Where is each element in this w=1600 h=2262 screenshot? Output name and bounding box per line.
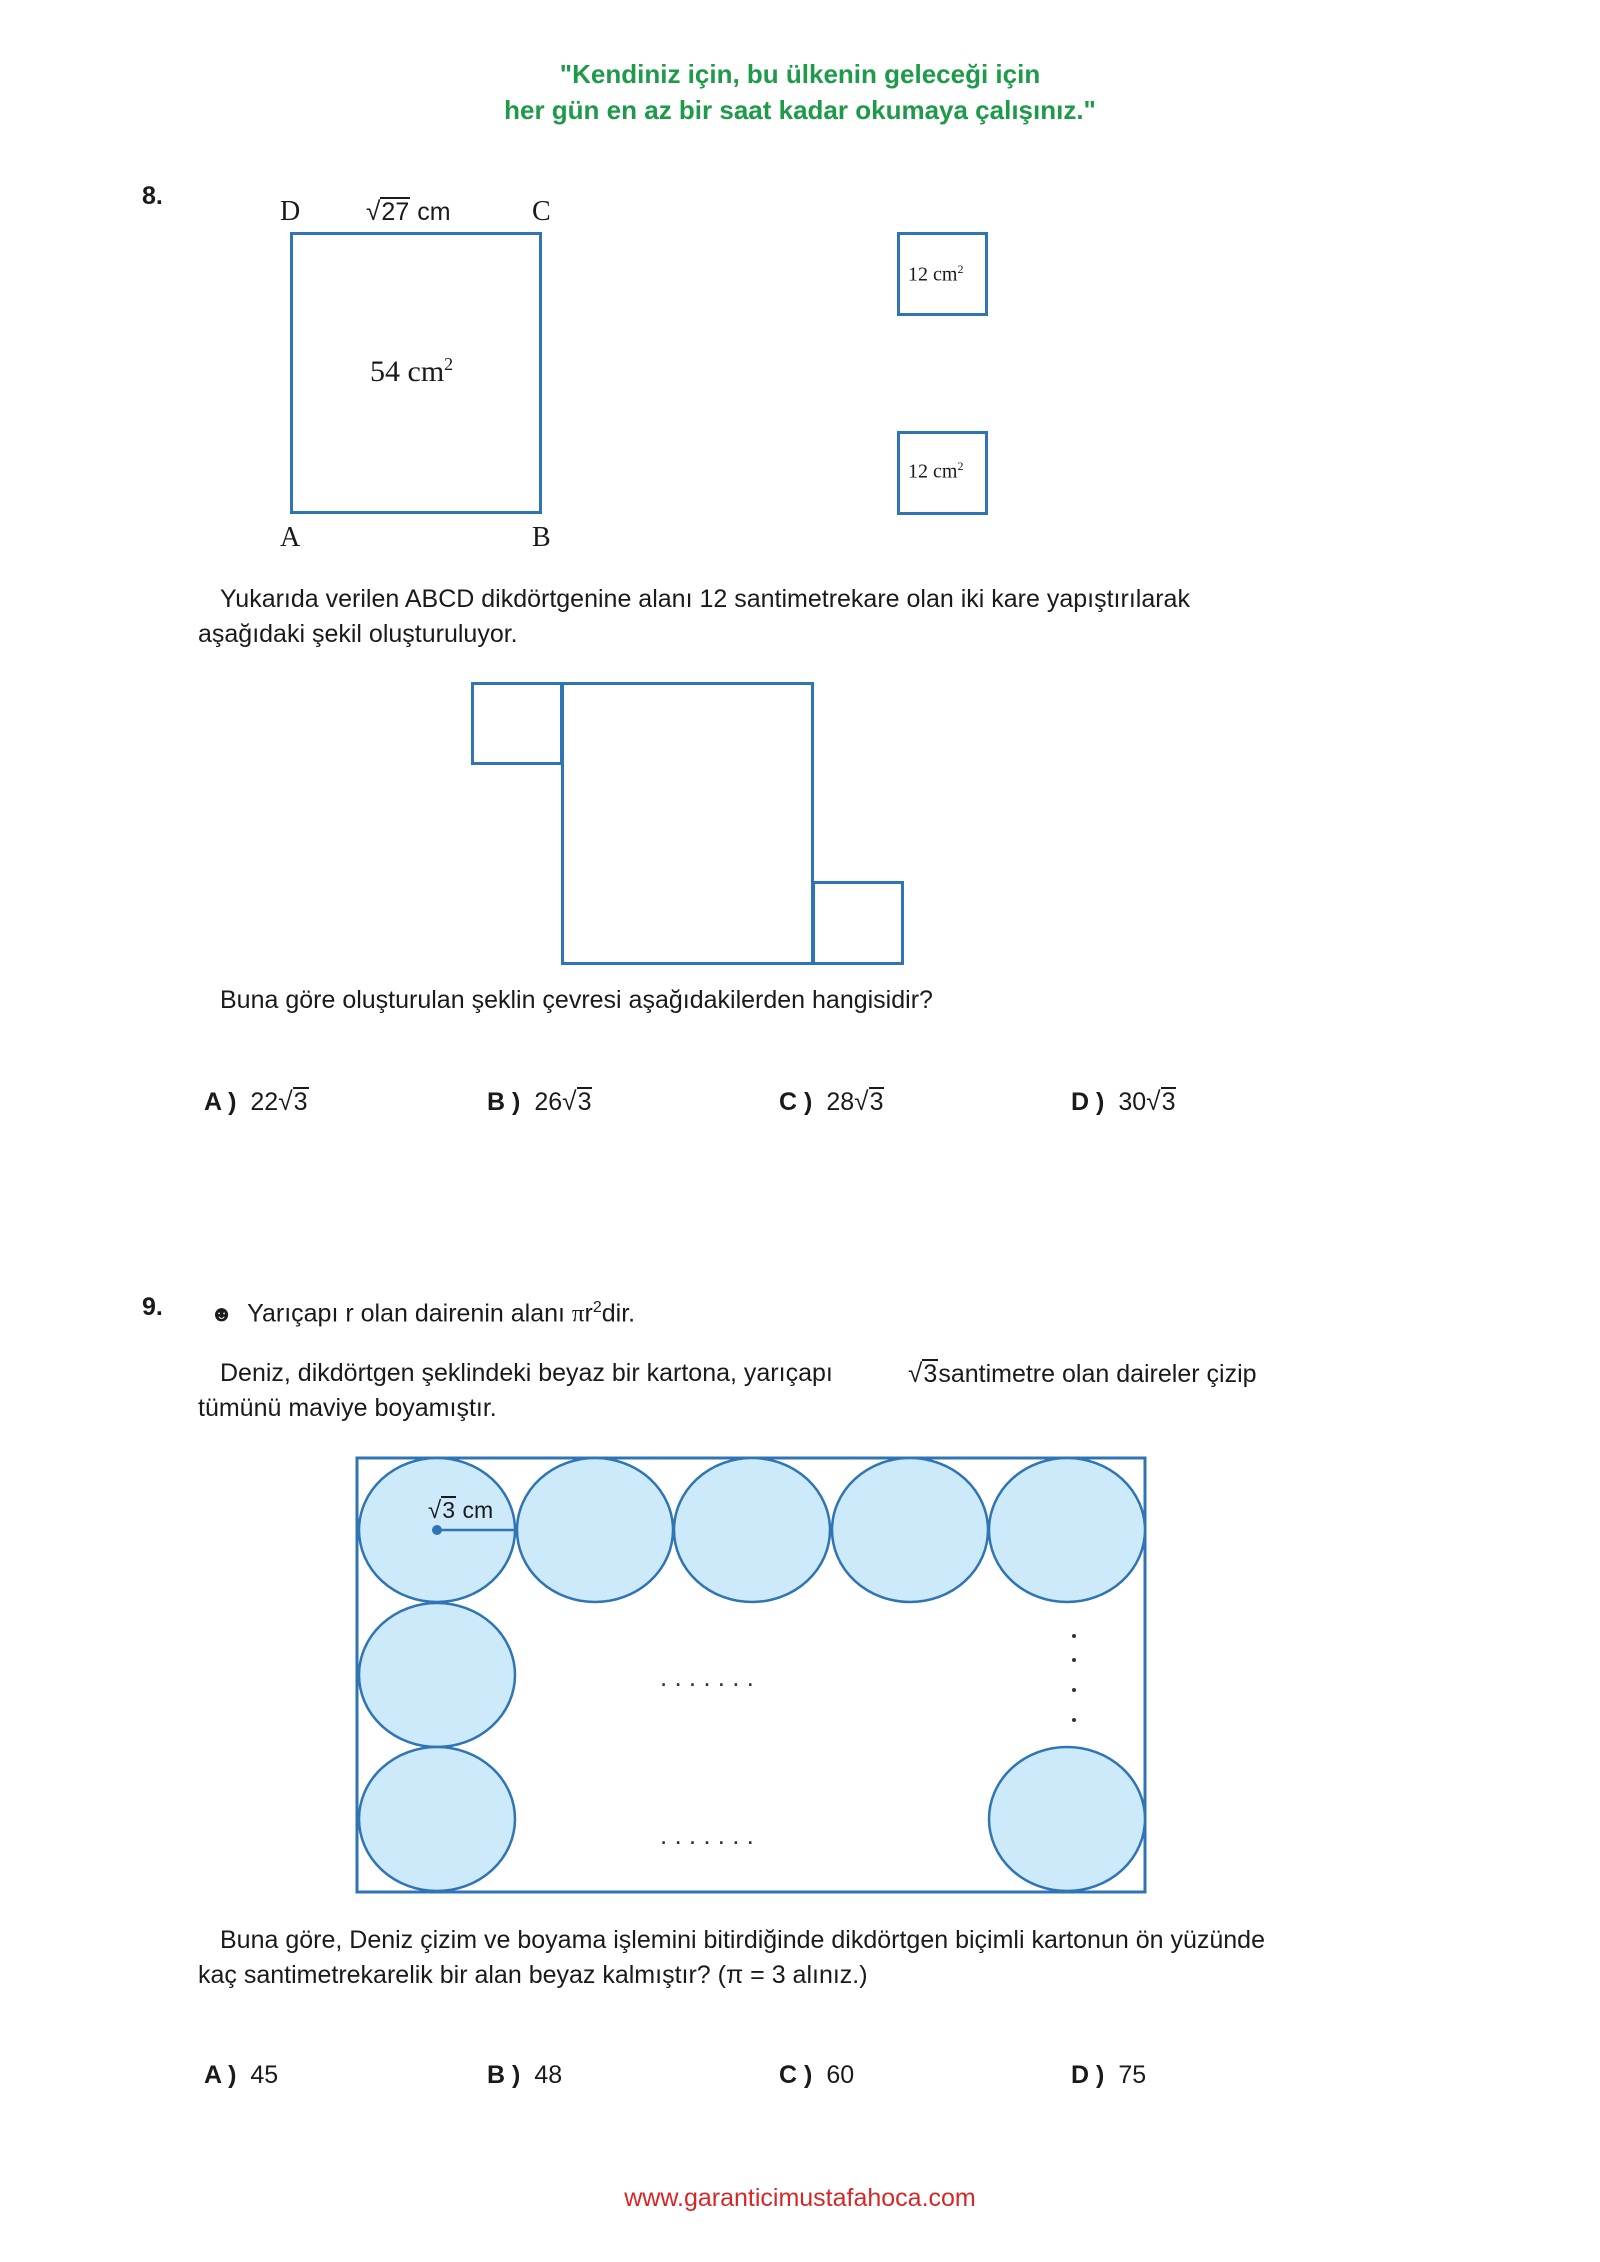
footer-website: www.garanticimustafahoca.com <box>624 2184 976 2212</box>
blue-circle <box>832 1458 988 1602</box>
center-dot <box>432 1525 442 1535</box>
motto-line-1: "Kendiniz için, bu ülkenin geleceği için <box>559 59 1041 89</box>
q8-option-c[interactable]: C ) 28√3 <box>779 1086 884 1116</box>
smiley-bullet-icon: ☻ <box>210 1301 234 1327</box>
q9-description-line-1a: Deniz, dikdörtgen şeklindeki beyaz bir kartona, yarıçapı <box>220 1359 833 1387</box>
q9-question-line-2: kaç santimetrekarelik bir alan beyaz kalmıştır? (π = 3 alınız.) <box>198 1961 868 1989</box>
blue-circle <box>674 1458 830 1602</box>
vertical-dot <box>1072 1718 1076 1722</box>
motto-line-2: her gün en az bir saat kadar okumaya çalışınız." <box>504 95 1096 125</box>
q9-question-line-1: Buna göre, Deniz çizim ve boyama işlemini bitirdiğinde dikdörtgen biçimli kartonun ön yüzünde <box>220 1926 1265 1954</box>
blue-circle <box>359 1747 515 1891</box>
question-8-number: 8. <box>142 182 163 210</box>
vertical-dot <box>1072 1634 1076 1638</box>
q8-option-a[interactable]: A ) 22√3 <box>204 1086 308 1116</box>
q8-option-b[interactable]: B ) 26√3 <box>487 1086 592 1116</box>
small-square-2-area: 12 $cm^2$ <box>908 459 964 483</box>
label-a: A <box>280 522 301 553</box>
side-unit: cm <box>417 198 451 226</box>
question-9-number: 9. <box>142 1293 163 1321</box>
q8-description-line-2: aşağıdaki şekil oluşturuluyor. <box>198 620 518 648</box>
q8-description-line-1: Yukarıda verilen ABCD dikdörtgenine alanı 12 santimetrekare olan iki kare yapıştırılarak <box>220 585 1190 613</box>
q9-option-c[interactable]: C ) 60 <box>779 2061 855 2089</box>
dots-row-middle: . . . . . . . <box>660 1662 754 1692</box>
q9-option-d[interactable]: D ) 75 <box>1071 2061 1147 2089</box>
q9-fact: ☻ Yarıçapı r olan dairenin alanı $\pi r^2dir$. <box>210 1299 636 1328</box>
side-length-label: √27 cm <box>366 196 451 226</box>
label-b: B <box>532 522 551 553</box>
vertical-dot <box>1072 1658 1076 1662</box>
dots-column-right <box>1072 1634 1076 1722</box>
side-radicand: 27 <box>381 198 410 226</box>
blue-circle <box>989 1458 1145 1602</box>
q8-option-d[interactable]: D ) 30√3 <box>1071 1086 1176 1116</box>
label-d: D <box>280 196 301 227</box>
q9-description-line-2: tümünü maviye boyamıştır. <box>198 1394 497 1422</box>
vertical-dot <box>1072 1688 1076 1692</box>
label-c: C <box>532 196 551 227</box>
q9-option-b[interactable]: B ) 48 <box>487 2061 563 2089</box>
q8-question: Buna göre oluşturulan şeklin çevresi aşağıdakilerden hangisidir? <box>220 986 933 1014</box>
small-square-1-area: 12 $cm^2$ <box>908 262 964 286</box>
radius-label: √3 cm <box>428 1497 494 1524</box>
blue-circle <box>359 1603 515 1747</box>
blue-circle <box>989 1747 1145 1891</box>
rectangle-area-exp: 2 <box>444 354 454 374</box>
q9-option-a[interactable]: A ) 45 <box>204 2061 279 2089</box>
blue-circle <box>517 1458 673 1602</box>
rectangle-area-value: 54 cm <box>370 355 445 388</box>
q9-description-line-1b: √3santimetre olan daireler çizip <box>908 1358 1257 1388</box>
dots-row-bottom: . . . . . . . <box>660 1820 754 1850</box>
